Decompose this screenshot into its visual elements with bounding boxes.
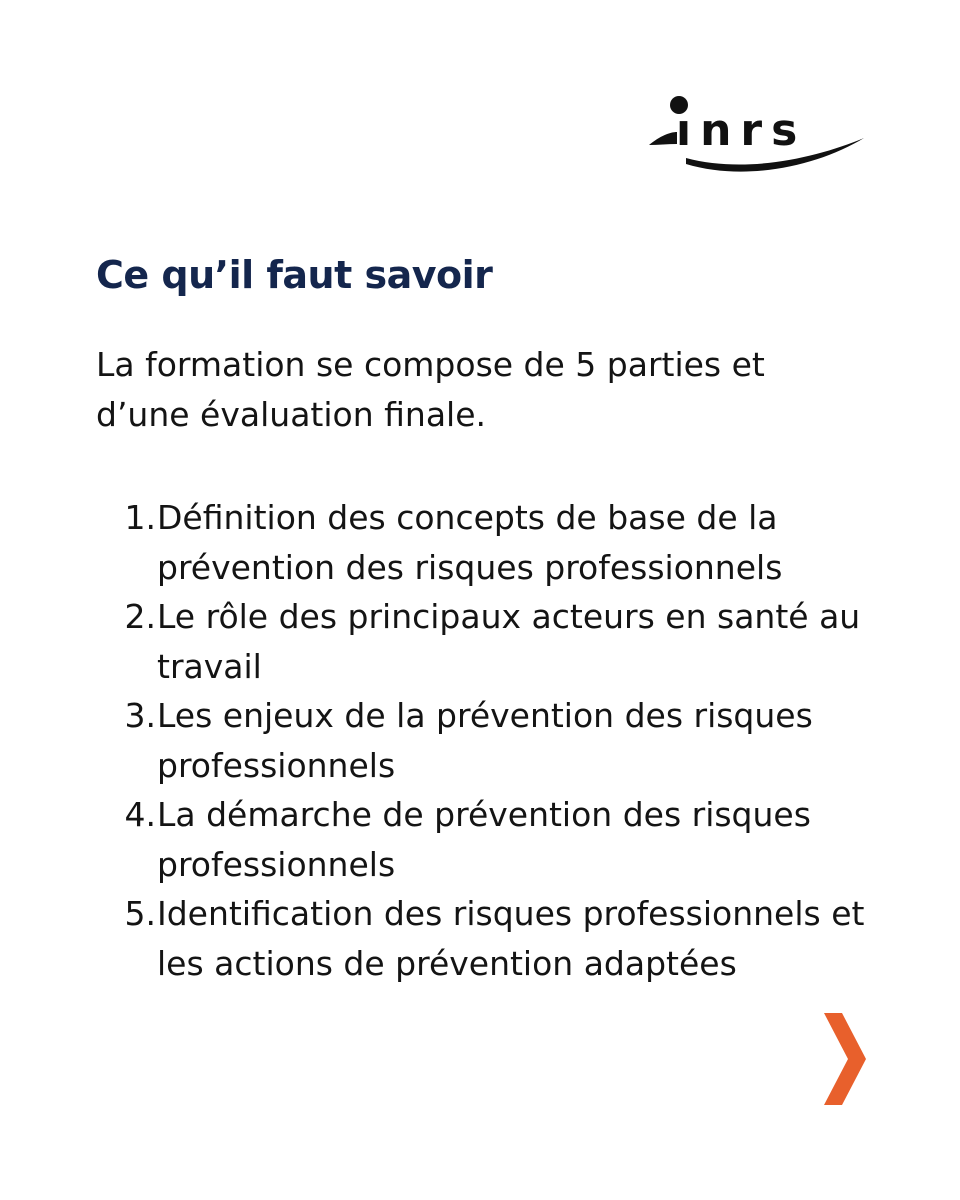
list-item-text: Identification des risques professionnels et les actions de prévention adaptées xyxy=(157,894,865,983)
list-item-number: 5. xyxy=(124,894,156,933)
list-item xyxy=(96,889,886,988)
list-item xyxy=(96,592,886,691)
list-item-text: Le rôle des principaux acteurs en santé au travail xyxy=(157,597,861,686)
list-item-number: 4. xyxy=(124,795,156,834)
intro-text: La formation se compose de 5 parties et d’une évaluation finale. xyxy=(96,345,765,434)
list-item xyxy=(96,493,886,592)
svg-text:ınrs: ınrs xyxy=(676,105,807,156)
topics-list xyxy=(96,493,886,988)
list-item-text: La démarche de prévention des risques professionnels xyxy=(157,795,811,884)
list-item-text: Les enjeux de la prévention des risques professionnels xyxy=(157,696,813,785)
list-item-number: 3. xyxy=(124,696,156,735)
chevron-right-icon[interactable] xyxy=(824,1013,866,1105)
list-item xyxy=(96,691,886,790)
list-item-number: 1. xyxy=(124,498,156,537)
list-item-number: 2. xyxy=(124,597,156,636)
list-item xyxy=(96,790,886,889)
page-title: Ce qu’il faut savoir xyxy=(96,253,493,297)
inrs-logo xyxy=(646,94,866,178)
list-item-text: Définition des concepts de base de la prévention des risques professionnels xyxy=(157,498,783,587)
